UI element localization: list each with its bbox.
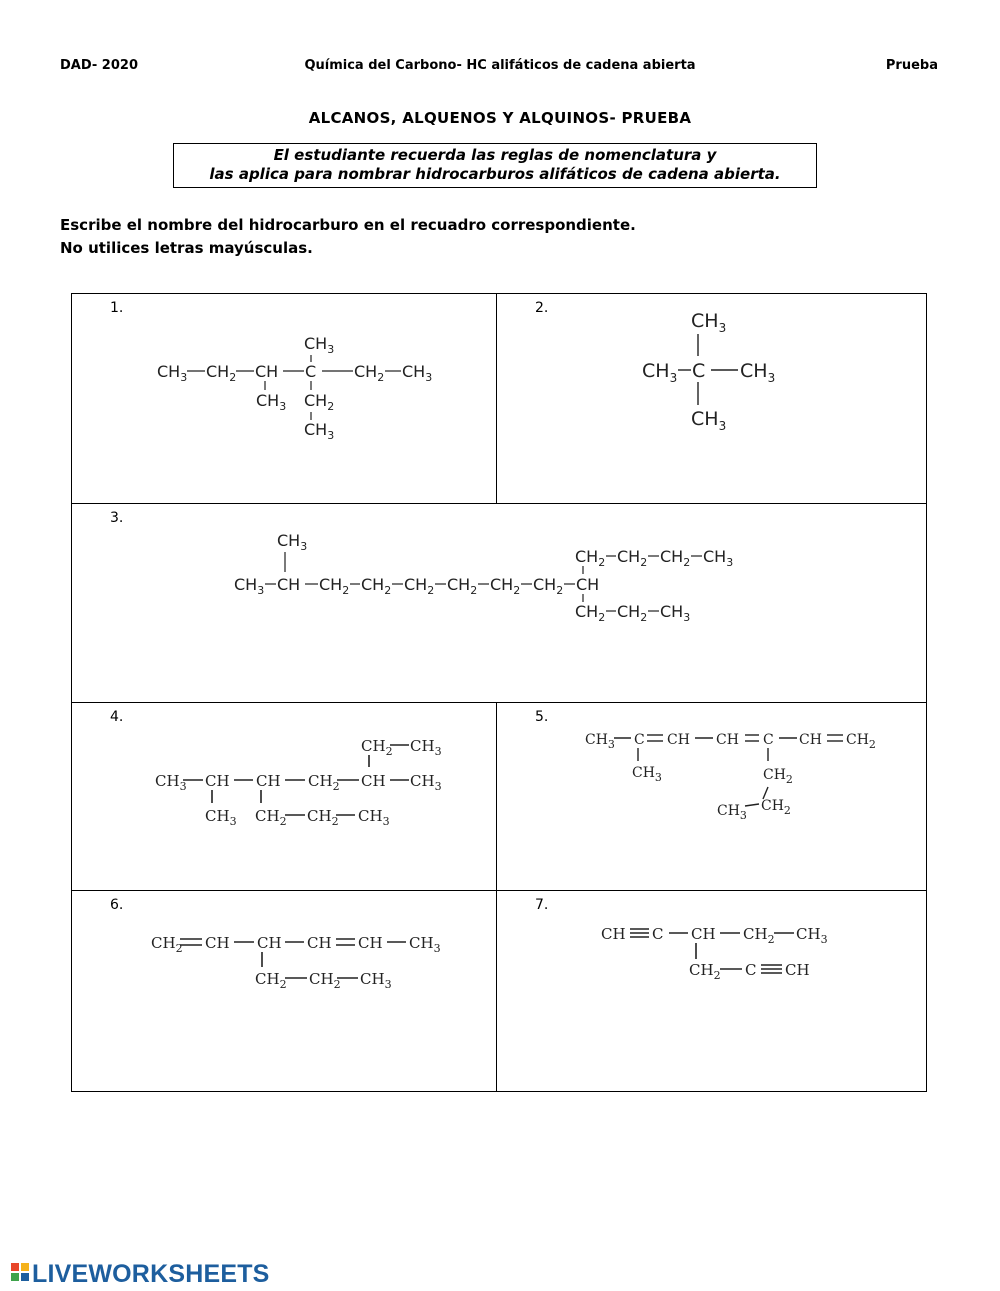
svg-text:CH3: $CH_3$ [304,420,335,442]
exercise-cell-5[interactable] [497,703,927,891]
structure-6 [72,891,496,1090]
structure-4 [72,703,496,890]
svg-text:CH3: $CH_3$ [360,970,392,991]
svg-text:CH2: $CH_2$ [575,547,606,569]
svg-text:CH3: $CH_3$ [660,602,691,624]
svg-text:CH2: $CH_2$ [761,798,791,817]
objective-line-1: El estudiante recuerda las reglas de nomenclatura y [273,146,717,164]
svg-text:CH3: $CH_3$ [234,575,265,597]
svg-text:CH2: $CH_2$ [533,575,564,597]
svg-text:CH: CH [257,934,282,952]
svg-text:CH: CH [785,961,810,979]
svg-text:CH: CH [255,362,279,381]
header-right: Prueba [885,58,938,73]
svg-text:CH3: $CH_3$ [410,772,442,793]
instruction-line-1: Escribe el nombre del hidrocarburo en el recuadro correspondiente. [60,216,636,234]
exercise-cell-1[interactable] [72,294,497,504]
svg-text:CH: CH [307,934,332,952]
svg-text:CH3: $CH_3$ [358,807,390,828]
svg-text:CH3: $CH_3$ [304,334,335,356]
exercise-number: 6. [110,897,124,913]
svg-text:CH2: $CH_2$ [361,575,392,597]
exercise-cell-7[interactable] [497,891,927,1091]
instruction-line-2: No utilices letras mayúsculas. [60,239,313,257]
exercise-number: 1. [110,300,124,316]
svg-text:CH: CH [358,934,383,952]
svg-text:CH: CH [205,772,230,790]
svg-text:CH2: $CH_2$ [490,575,521,597]
svg-text:CH: CH [691,925,716,943]
svg-text:CH2: $CH_2$ [763,767,793,786]
liveworksheets-brand: LIVEWORKSHEETS [32,1260,270,1288]
svg-text:CH3: $CH_3$ [703,547,734,569]
svg-text:CH3: $CH_3$ [402,362,433,384]
exercise-cell-4[interactable] [72,703,497,891]
svg-text:C: C [692,360,706,382]
svg-text:CH: CH [576,575,600,594]
exercise-cell-2[interactable] [497,294,927,504]
svg-text:CH3: $CH_3$ [691,408,727,433]
svg-text:CH2: $CH_2$ [361,737,393,758]
objective-line-2: las aplica para nombrar hidrocarburos alifáticos de cadena abierta. [209,165,781,183]
structure-5 [497,703,926,890]
exercise-number: 5. [535,709,549,725]
structure-2 [497,294,926,503]
svg-text:CH3: $CH_3$ [256,391,287,413]
svg-text:C: C [634,732,645,748]
svg-text:CH2: $CH_2$ [447,575,478,597]
svg-text:CH: CH [277,575,301,594]
svg-text:CH3: $CH_3$ [410,737,442,758]
svg-text:CH2: $CH_2$ [354,362,385,384]
svg-text:CH2: $CH_2$ [308,772,340,793]
exercise-number: 7. [535,897,549,913]
svg-text:CH2: $CH_2$ [575,602,606,624]
page-title: ALCANOS, ALQUENOS Y ALQUINOS- PRUEBA [308,109,692,127]
exercise-number: 3. [110,510,124,526]
svg-text:CH2: $CH_2$ [206,362,237,384]
svg-text:CH3: $CH_3$ [691,310,727,335]
svg-text:CH3: $CH_3$ [409,934,441,955]
svg-text:CH2: $CH_2$ [617,547,648,569]
svg-text:CH2: $CH_2$ [743,925,775,946]
svg-text:CH2: $CH_2$ [846,732,876,751]
svg-text:C: C [652,925,664,943]
structure-1 [72,294,496,503]
svg-text:CH: CH [799,732,822,748]
svg-text:CH: CH [716,732,739,748]
exercise-number: 2. [535,300,549,316]
svg-text:CH2: $CH_2$ [309,970,341,991]
svg-text:CH: CH [205,934,230,952]
svg-text:CH3: $CH_3$ [585,732,615,751]
svg-text:CH3: $CH_3$ [632,765,662,784]
svg-text:CH3: $CH_3$ [277,531,308,553]
exercise-number: 4. [110,709,124,725]
svg-text:CH2: $CH_2$ [689,961,721,982]
exercise-cell-3[interactable] [72,504,927,703]
exercise-cell-6[interactable] [72,891,497,1091]
svg-text:CH3: $CH_3$ [717,803,747,822]
svg-text:CH3: $CH_3$ [155,772,187,793]
header-left: DAD- 2020 [60,58,138,73]
header-center: Química del Carbono- HC alifáticos de cadena abierta [304,58,696,73]
svg-text:CH2: $CH_2$ [255,970,287,991]
svg-text:CH: CH [256,772,281,790]
svg-text:CH3: $CH_3$ [740,360,776,385]
svg-text:CH2: $CH_2$ [319,575,350,597]
svg-text:C: C [745,961,757,979]
svg-text:CH: CH [667,732,690,748]
svg-text:CH2: $CH_2$ [660,547,691,569]
liveworksheets-logo-icon [10,1262,30,1282]
svg-text:CH3: $CH_3$ [205,807,237,828]
svg-text:CH3: $CH_3$ [157,362,188,384]
svg-text:CH: CH [361,772,386,790]
exercise-grid [71,293,927,1092]
svg-text:C: C [763,732,774,748]
svg-text:CH2: $CH_2$ [151,934,183,955]
svg-text:CH2: $CH_2$ [617,602,648,624]
svg-text:CH3: $CH_3$ [642,360,678,385]
structure-3 [72,504,926,702]
objective-box [173,143,817,188]
svg-text:CH3: $CH_3$ [796,925,828,946]
svg-text:CH2: $CH_2$ [307,807,339,828]
svg-text:CH: CH [601,925,626,943]
svg-text:C: C [305,362,317,381]
svg-text:CH2: $CH_2$ [255,807,287,828]
structure-7 [497,891,926,1090]
svg-text:CH2: $CH_2$ [404,575,435,597]
svg-text:CH2: $CH_2$ [304,391,335,413]
